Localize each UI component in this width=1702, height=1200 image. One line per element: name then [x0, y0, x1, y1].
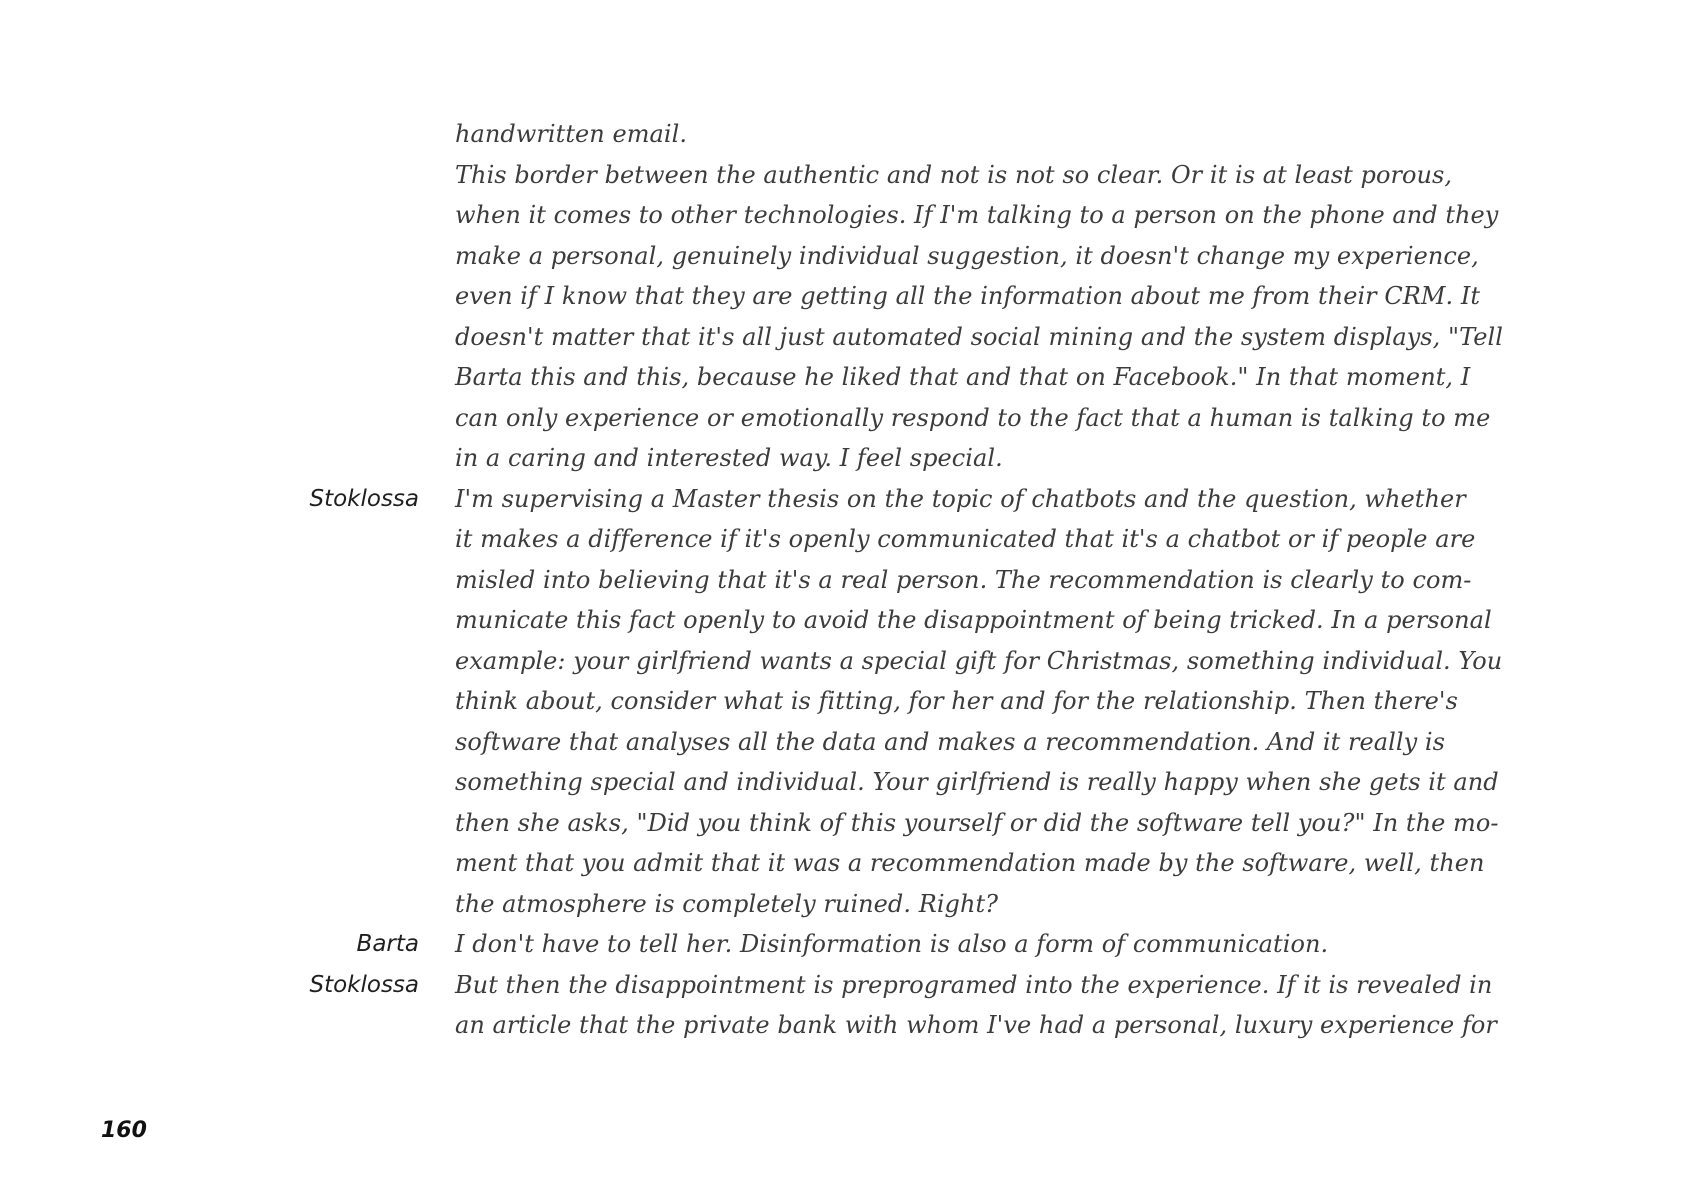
line-text: misled into believing that it's a real person. The recommendation is clearly to com-: [455, 565, 1472, 594]
line-text: can only experience or emotionally respond to the fact that a human is talking to me: [455, 403, 1491, 432]
page-number: 160: [101, 1118, 147, 1143]
line-text: But then the disappointment is preprogramed into the experience. If it is revealed in: [455, 970, 1493, 999]
transcript-line: [0, 965, 1702, 1006]
line-text: ment that you admit that it was a recommendation made by the software, well, then: [455, 849, 1485, 877]
transcript-line: [0, 479, 1702, 520]
transcript-line: [0, 803, 1702, 844]
line-text: an article that the private bank with whom I've had a personal, luxury experience for: [455, 1011, 1497, 1039]
transcript-line: [0, 681, 1702, 722]
line-text: I'm supervising a Master thesis on the topic of chatbots and the question, whether: [455, 484, 1466, 513]
transcript-line: [0, 1005, 1702, 1046]
transcript-line: [0, 357, 1702, 398]
line-text: then she asks, "Did you think of this yourself or did the software tell you?" In the mo-: [455, 808, 1499, 837]
line-text: the atmosphere is completely ruined. Right?: [455, 889, 999, 918]
line-text: in a caring and interested way. I feel special.: [455, 444, 1003, 472]
line-text: think about, consider what is fitting, for her and for the relationship. Then there's: [455, 687, 1458, 715]
transcript-line: [0, 317, 1702, 358]
line-text: This border between the authentic and not is not so clear. Or it is at least porous,: [455, 160, 1453, 189]
transcript-line: [0, 641, 1702, 682]
speaker-name: Stoklossa: [309, 485, 419, 512]
transcript-line: [0, 155, 1702, 196]
transcript-line: [0, 114, 1702, 155]
speaker-name: Stoklossa: [309, 971, 419, 998]
transcript-line: [0, 276, 1702, 317]
line-text: example: your girlfriend wants a special gift for Christmas, something individual. You: [455, 646, 1503, 675]
line-text: something special and individual. Your girlfriend is really happy when she gets it and: [455, 768, 1499, 796]
transcript-line: [0, 560, 1702, 601]
transcript-line: [0, 195, 1702, 236]
transcript-line: [0, 722, 1702, 763]
transcript-line: [0, 438, 1702, 479]
line-text: handwritten email.: [455, 120, 688, 148]
interview-transcript: [0, 114, 1702, 1046]
transcript-line: [0, 600, 1702, 641]
transcript-line: [0, 884, 1702, 925]
transcript-line: [0, 398, 1702, 439]
transcript-line: [0, 843, 1702, 884]
transcript-line: [0, 519, 1702, 560]
line-text: when it comes to other technologies. If I'm talking to a person on the phone and they: [455, 201, 1499, 229]
transcript-line: [0, 924, 1702, 965]
line-text: I don't have to tell her. Disinformation is also a form of communication.: [455, 930, 1329, 958]
line-text: Barta this and this, because he liked that and that on Facebook." In that moment, I: [455, 363, 1471, 391]
speaker-name: Barta: [356, 931, 419, 957]
line-text: make a personal, genuinely individual suggestion, it doesn't change my experience,: [455, 241, 1479, 270]
line-text: it makes a difference if it's openly communicated that it's a chatbot or if people are: [455, 525, 1476, 553]
line-text: municate this fact openly to avoid the disappointment of being tricked. In a personal: [455, 606, 1492, 634]
line-text: even if I know that they are getting all the information about me from their CRM. It: [455, 282, 1481, 310]
transcript-line: [0, 236, 1702, 277]
transcript-line: [0, 762, 1702, 803]
line-text: doesn't matter that it's all just automated social mining and the system displays, "Tell: [455, 322, 1504, 351]
line-text: software that analyses all the data and makes a recommendation. And it really is: [455, 727, 1445, 756]
